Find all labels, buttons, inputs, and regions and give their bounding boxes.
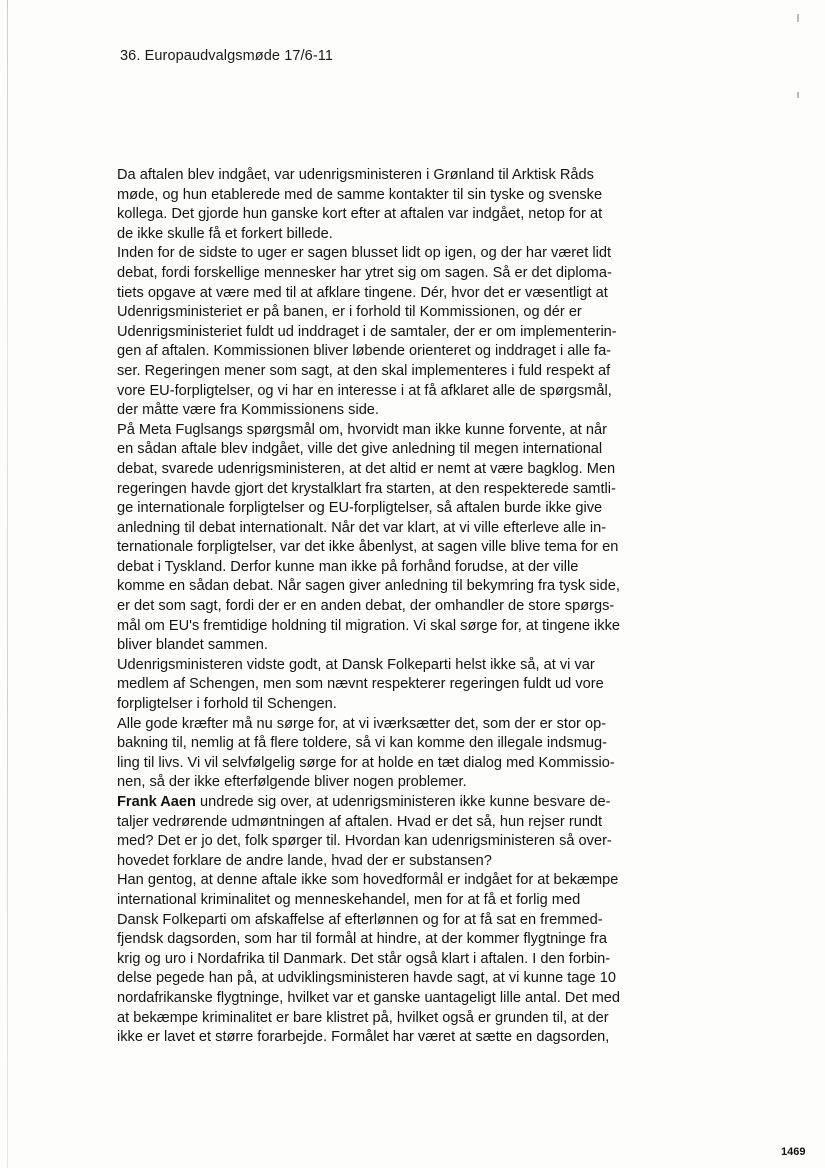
text-line: tiets opgave at være med til at afklare tingene. Dér, hvor det er væsentligt at	[117, 284, 608, 301]
scan-mark	[797, 92, 799, 98]
text-line: er det som sagt, fordi der er en anden debat, der omhandler de store spørgs-	[117, 598, 615, 615]
text-line: regeringen havde gjort det krystalklart fra starten, at den respekterede samtli-	[117, 480, 616, 497]
text-line: international kriminalitet og menneskehandel, men for at få et forlig med	[117, 891, 581, 908]
text-line: taljer vedrørende udmøntningen af aftalen. Hvad er det så, hun rejser rundt	[117, 813, 603, 830]
text-line: de ikke skulle få et forkert billede.	[117, 225, 333, 242]
text-line: med? Det er jo det, folk spørger til. Hvordan kan udenrigsministeren så over-	[117, 833, 612, 850]
paragraph	[117, 244, 617, 420]
paragraph	[117, 166, 605, 244]
text-line: en sådan aftale blev indgået, ville det give anledning til megen international	[117, 441, 603, 458]
text-line: komme en sådan debat. Når sagen giver anledning til bekymring fra tysk side,	[117, 578, 620, 595]
speaker-name: Frank Aaen	[117, 794, 196, 810]
scan-edge	[7, 0, 8, 1168]
speaker-line-text: undrede sig over, at udenrigsministeren ikke kunne besvare de-	[195, 794, 611, 810]
text-line: gen af aftalen. Kommissionen bliver løbende orienteret og inddraget i alle fa-	[117, 343, 612, 360]
paragraph	[117, 421, 620, 656]
paragraph	[117, 656, 605, 715]
text-line: anledning til debat internationalt. Når det var klart, at vi ville efterleve alle in-	[117, 519, 607, 536]
paragraph	[117, 715, 615, 793]
text-line: kollega. Det gjorde hun ganske kort efter at aftalen var indgået, netop for at	[117, 206, 603, 223]
text-line: Udenrigsministeren vidste godt, at Dansk Folkeparti helst ikke så, at vi var	[117, 656, 595, 673]
text-line: Dansk Folkeparti om afskaffelse af efterlønnen og for at få sat en fremmed-	[117, 911, 603, 928]
text-line: debat, fordi forskellige mennesker har ytret sig om sagen. Så er det diploma-	[117, 264, 612, 281]
text-line: delse pegede han på, at udviklingsministeren havde sagt, at vi kunne tage 10	[117, 970, 616, 987]
text-line: Udenrigsministeriet fuldt ud inddraget i de samtaler, der er om implementerin-	[117, 323, 617, 340]
text-line: krig og uro i Nordafrika til Danmark. Det står også klart i aftalen. I den forbin-	[117, 950, 611, 967]
text-line: Da aftalen blev indgået, var udenrigsministeren i Grønland til Arktisk Råds	[117, 167, 594, 183]
text-line: mål om EU's fremtidige holdning til migration. Vi skal sørge for, at tingene ikke	[117, 617, 620, 634]
text-line: ikke er lavet et større forarbejde. Formålet har været at sætte en dagsorden,	[117, 1029, 610, 1046]
text-line: Inden for de sidste to uger er sagen blusset lidt op igen, og der har været lidt	[117, 245, 612, 262]
text-line: bakning til, nemlig at få flere toldere, så vi kan komme den illegale indsmug-	[117, 735, 607, 752]
text-line: På Meta Fuglsangs spørgsmål om, hvorvidt man ikke kunne forvente, at når	[117, 421, 607, 438]
text-line: nordafrikanske flygtninge, hvilket var et ganske uantageligt lille antal. Det med	[117, 989, 620, 1006]
text-line: Alle gode kræfter må nu sørge for, at vi iværksætter det, som der er stor op-	[117, 715, 607, 732]
text-line: nen, så der ikke efterfølgende bliver nogen problemer.	[117, 774, 467, 791]
text-line: debat, svarede udenrigsministeren, at det altid er nemt at være bagklog. Men	[117, 460, 616, 477]
text-line: ternationale forpligtelser, var det ikke åbenlyst, at sagen ville blive tema for en	[117, 539, 619, 556]
text-line: ling til livs. Vi vil selvfølgelig sørge for at holde en tæt dialog med Kommissio-	[117, 754, 615, 771]
text-line: vore EU-forpligtelser, og vi har en interesse i at få afklaret alle de spørgsmål,	[117, 382, 612, 399]
text-line: der måtte være fra Kommissionens side.	[117, 402, 379, 419]
text-line: ser. Regeringen mener som sagt, at den skal implementeres i fuld respekt af	[117, 362, 611, 379]
text-line: bliver blandet sammen.	[117, 637, 268, 654]
text-line: debat i Tyskland. Derfor kunne man ikke på forhånd forudse, at der ville	[117, 558, 579, 575]
text-line: fjendsk dagsorden, som har til formål at hindre, at der kommer flygtninge fra	[117, 931, 607, 948]
scan-mark	[797, 14, 799, 22]
text-line: hovedet forklare de andre lande, hvad der er substansen?	[117, 852, 492, 869]
text-line: Han gentog, at denne aftale ikke som hovedformål er indgået for at bekæmpe	[117, 872, 619, 889]
text-line: Udenrigsministeriet er på banen, er i forhold til Kommissionen, og dér er	[117, 304, 582, 321]
page-number: 1469	[781, 1146, 806, 1158]
text-line: møde, og hun etablerede med de samme kontakter til sin tyske og svenske	[117, 186, 603, 203]
page-header: 36. Europaudvalgsmøde 17/6-11	[120, 48, 334, 64]
document-body	[117, 166, 620, 1048]
text-line: medlem af Schengen, men som nævnt respekterer regeringen fuldt ud vore	[117, 676, 604, 693]
paragraph	[117, 871, 620, 1047]
text-line	[117, 793, 611, 813]
text-line: ge internationale forpligtelser og EU-forpligtelser, så aftalen burde ikke give	[117, 500, 603, 517]
paragraph	[117, 793, 612, 871]
text-line: at bekæmpe kriminalitet er bare klistret på, hvilket også er grunden til, at der	[117, 1009, 609, 1026]
text-line: forpligtelser i forhold til Schengen.	[117, 696, 337, 713]
